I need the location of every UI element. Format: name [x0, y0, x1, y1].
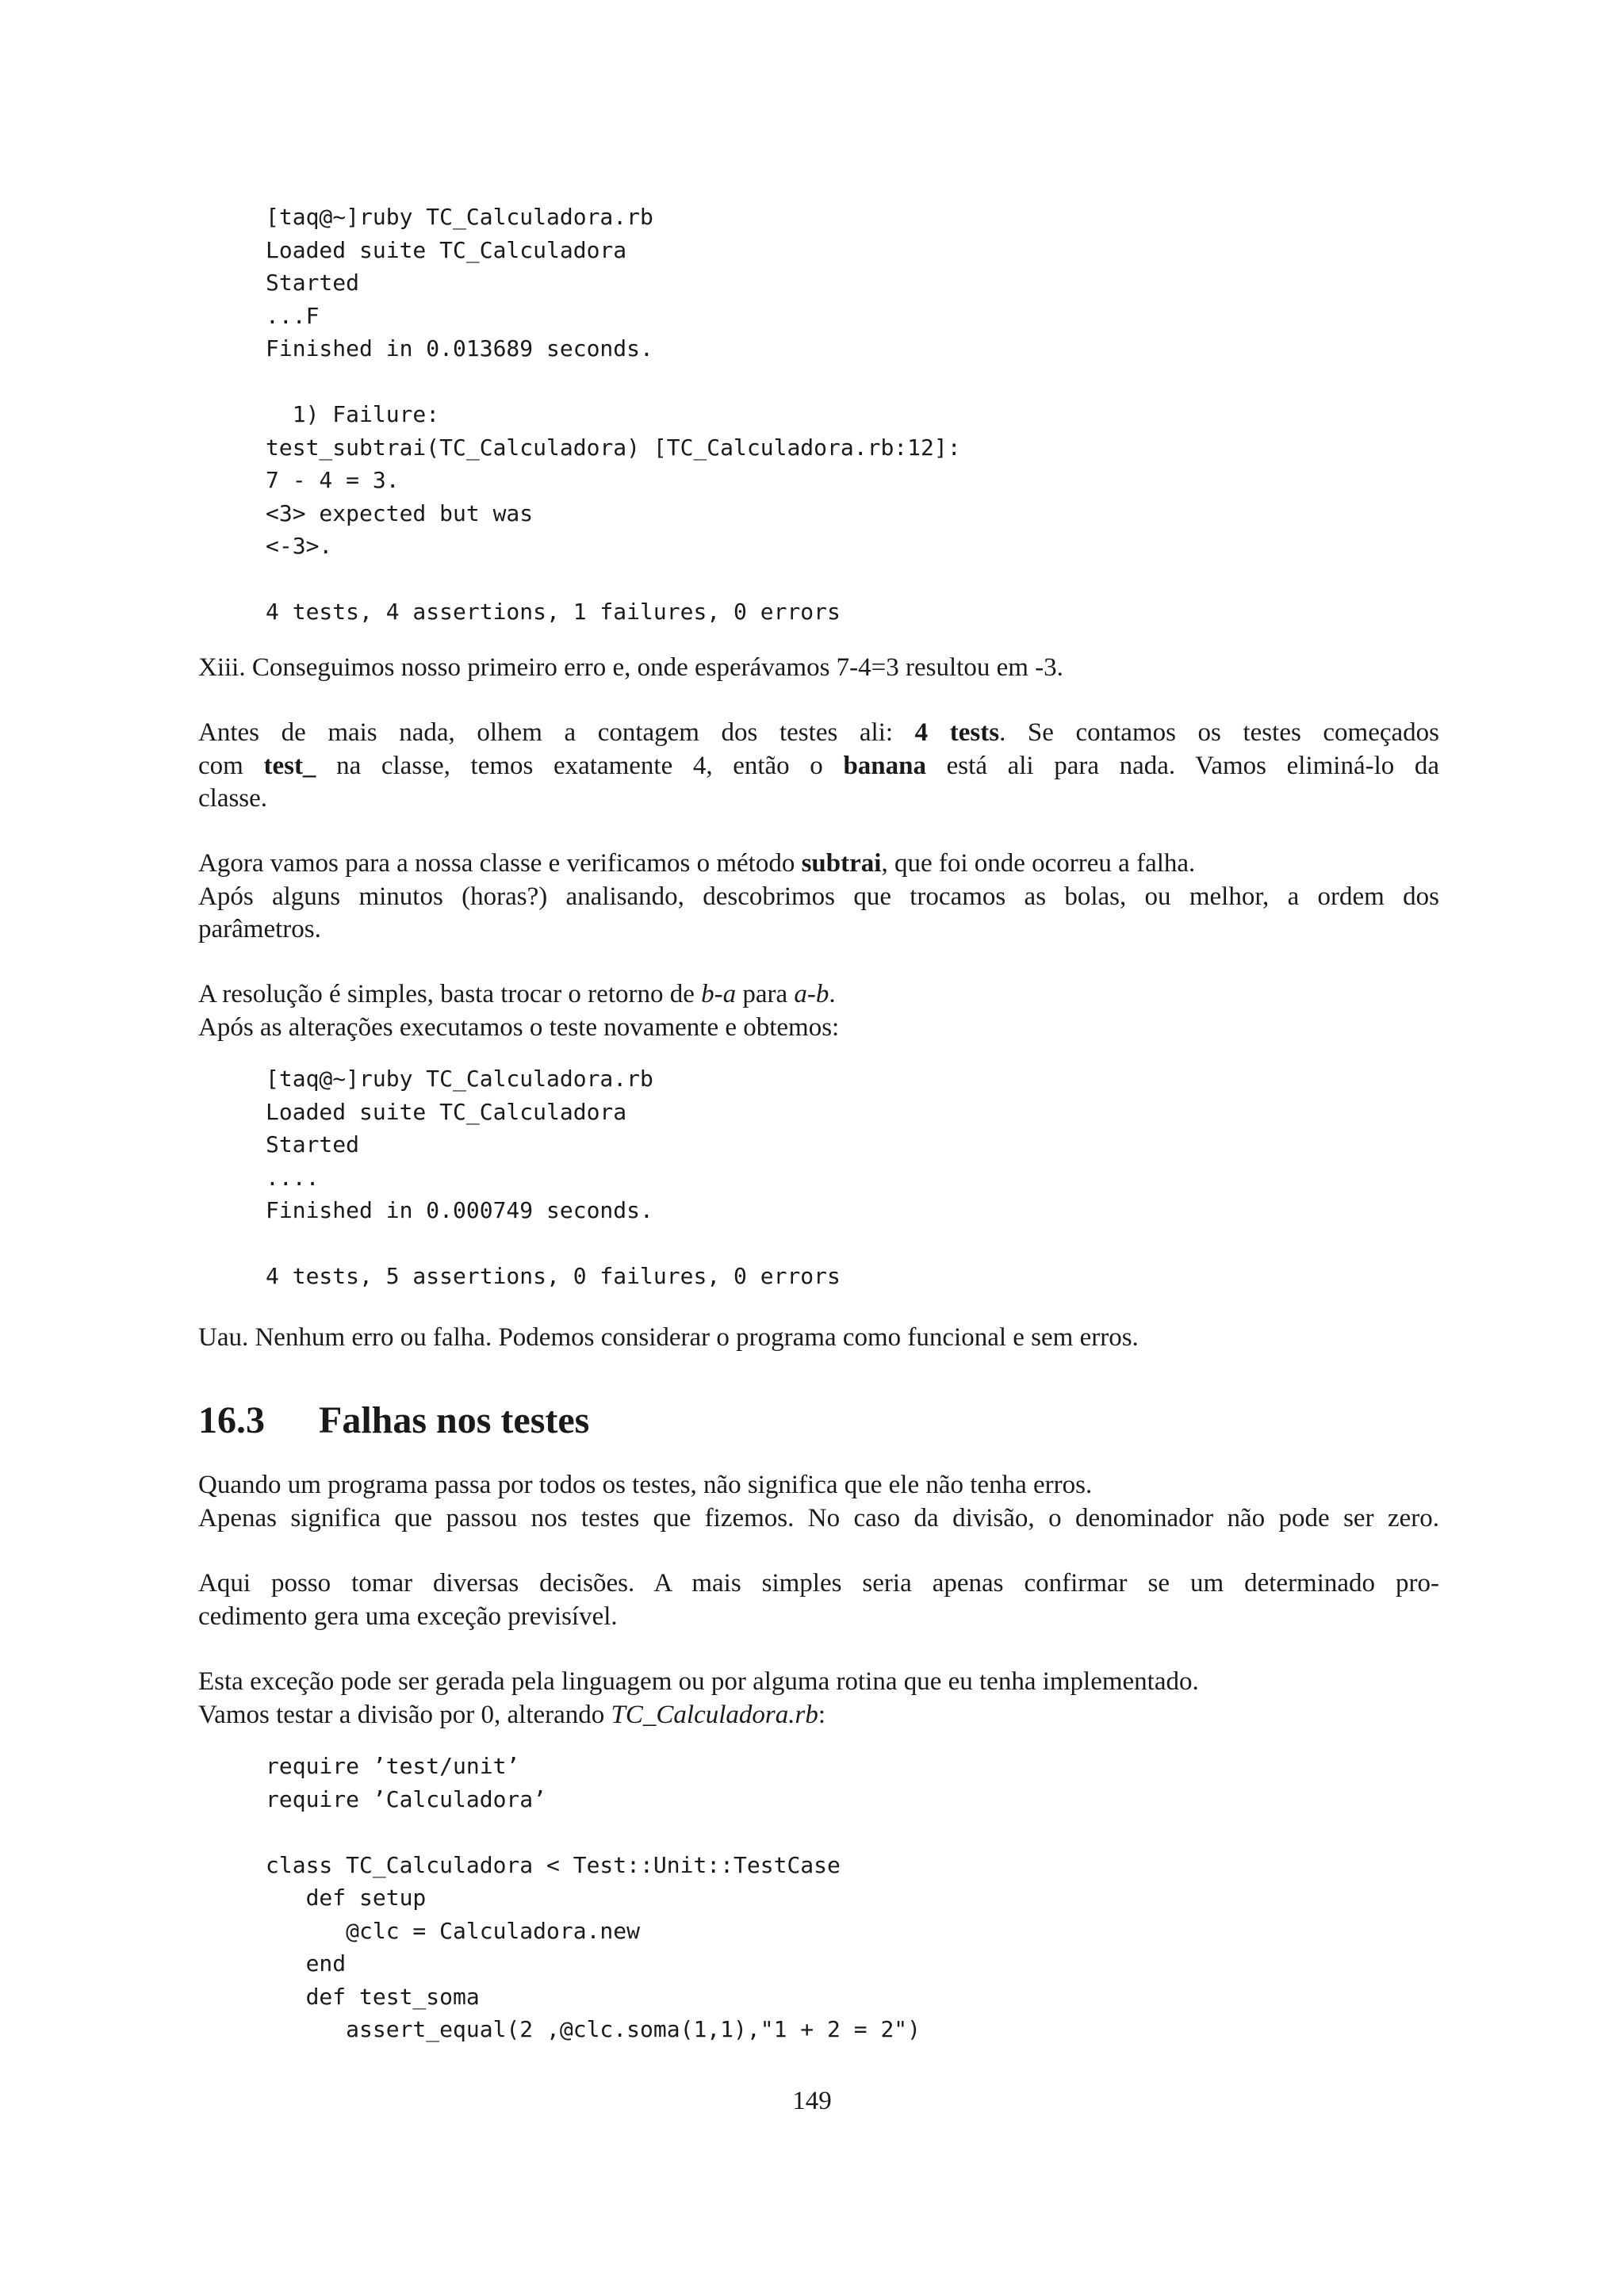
code-line: assert_equal(2 ,@clc.soma(1,1),"1 + 2 = 2") — [266, 2016, 921, 2042]
paragraph-decisions — [198, 1567, 1439, 1633]
code-line: def setup — [266, 1885, 427, 1911]
code-line: Finished in 0.000749 seconds. — [266, 1197, 653, 1223]
text-run: está ali para nada. Vamos eliminá-lo da — [946, 751, 1440, 780]
emphasis-test-prefix: test_ — [263, 751, 316, 780]
code-line: Finished in 0.013689 seconds. — [266, 335, 653, 362]
code-line — [266, 365, 961, 399]
paragraph-line — [198, 750, 1439, 783]
text-run: Antes de mais nada, olhem a contagem dos testes ali: — [198, 718, 894, 747]
code-line: Started — [266, 270, 360, 296]
paragraph-line: cedimento gera uma exceção previsível. — [198, 1601, 618, 1631]
emphasis-b-minus-a: b-a — [701, 980, 737, 1008]
paragraph-line: Quando um programa passa por todos os testes, não significa que ele não tenha erros. — [198, 1471, 1093, 1499]
code-line: [taq@~]ruby TC_Calculadora.rb — [266, 1066, 653, 1092]
emphasis-filename: TC_Calculadora.rb — [611, 1700, 818, 1729]
paragraph-line — [198, 717, 1439, 750]
code-line: 4 tests, 4 assertions, 1 failures, 0 errors — [266, 599, 841, 625]
code-line: ...F — [266, 302, 320, 329]
paragraph-exception — [198, 1666, 1439, 1732]
code-line: [taq@~]ruby TC_Calculadora.rb — [266, 204, 653, 230]
code-line: 4 tests, 5 assertions, 0 failures, 0 errors — [266, 1263, 841, 1289]
section-title: Falhas nos testes — [319, 1399, 590, 1441]
code-line: require ’Calculadora’ — [266, 1785, 547, 1812]
paragraph-line: Apenas significa que passou nos testes que fizemos. No caso da divisão, o denominador não pode ser zero. — [198, 1503, 1439, 1533]
code-line: 7 - 4 = 3. — [266, 467, 400, 493]
paragraph-first-error — [198, 652, 1439, 685]
terminal-output-success — [266, 1062, 841, 1293]
ruby-source-code — [266, 1750, 921, 2046]
text-run: com — [198, 751, 243, 780]
paragraph-line: Após alguns minutos (horas?) analisando, descobrimos que trocamos as bolas, ou melhor, a ordem dos — [198, 882, 1439, 911]
paragraph-line — [198, 848, 1439, 881]
text-run: : — [818, 1700, 825, 1729]
text-run: Vamos testar a divisão por 0, alterando — [198, 1700, 605, 1729]
paragraph-subtrai-method — [198, 848, 1439, 947]
emphasis-subtrai: subtrai — [801, 849, 882, 878]
text-run: Agora vamos para a nossa classe e verificamos o método — [198, 849, 795, 878]
text-run: na classe, temos exatamente 4, então o — [336, 751, 823, 780]
terminal-output-failure — [266, 201, 961, 629]
code-line: end — [266, 1950, 347, 1976]
page-number: 149 — [792, 2087, 832, 2115]
section-number: 16.3 — [198, 1399, 265, 1441]
paragraph-line: Aqui posso tomar diversas decisões. A mais simples seria apenas confirmar se um determinado pro- — [198, 1569, 1439, 1598]
paragraph-passing-tests — [198, 1469, 1439, 1535]
code-line: Loaded suite TC_Calculadora — [266, 236, 627, 263]
code-line: Loaded suite TC_Calculadora — [266, 1098, 627, 1125]
paragraph-line: parâmetros. — [198, 915, 321, 943]
code-line: <3> expected but was — [266, 499, 534, 526]
code-line: class TC_Calculadora < Test::Unit::TestCase — [266, 1851, 841, 1878]
code-line: def test_soma — [266, 1983, 480, 2010]
paragraph-line: classe. — [198, 784, 268, 813]
paragraph-no-errors — [198, 1322, 1439, 1355]
code-line: <-3>. — [266, 533, 333, 559]
text-run: , que foi onde ocorreu a falha. — [881, 849, 1196, 878]
paragraph-line — [198, 978, 1439, 1012]
paragraph-line: Uau. Nenhum erro ou falha. Podemos considerar o programa como funcional e sem erros. — [198, 1323, 1139, 1352]
code-line — [266, 1816, 921, 1849]
paragraph-resolution — [198, 978, 1439, 1044]
emphasis-4-tests: 4 tests — [914, 718, 1000, 747]
code-line: @clc = Calculadora.new — [266, 1917, 641, 1944]
code-line — [266, 1227, 841, 1261]
section-heading — [198, 1397, 589, 1445]
text-run: . Se contamos os testes começados — [999, 718, 1440, 747]
code-line: .... — [266, 1164, 320, 1191]
text-run: . — [829, 980, 836, 1008]
paragraph-test-count — [198, 717, 1439, 816]
code-line — [266, 563, 961, 596]
text-run: A resolução é simples, basta trocar o retorno de — [198, 980, 695, 1008]
code-line: 1) Failure: — [266, 401, 440, 427]
code-line: require ’test/unit’ — [266, 1753, 520, 1779]
paragraph-line: Esta exceção pode ser gerada pela linguagem ou por alguma rotina que eu tenha implementado. — [198, 1667, 1199, 1696]
paragraph-line: Após as alterações executamos o teste novamente e obtemos: — [198, 1012, 840, 1042]
paragraph-line — [198, 1699, 1439, 1732]
text-run: para — [742, 980, 788, 1008]
code-line: test_subtrai(TC_Calculadora) [TC_Calculadora.rb:12]: — [266, 434, 961, 461]
emphasis-banana: banana — [843, 751, 927, 780]
paragraph-line: Xiii. Conseguimos nosso primeiro erro e, onde esperávamos 7-4=3 resultou em -3. — [198, 653, 1063, 682]
code-line: Started — [266, 1131, 360, 1158]
emphasis-a-minus-b: a-b — [794, 980, 829, 1008]
